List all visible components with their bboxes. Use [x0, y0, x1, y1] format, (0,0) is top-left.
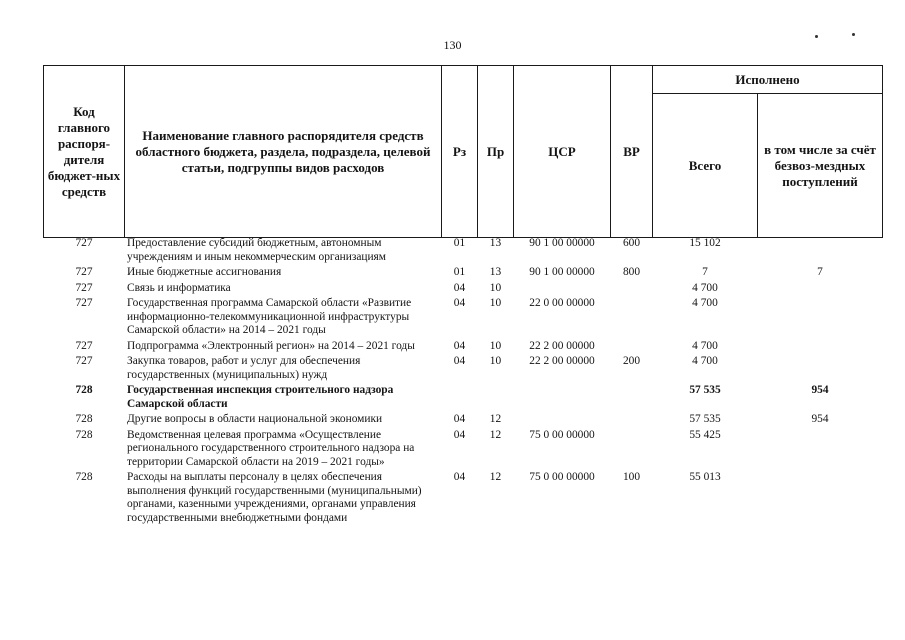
table-row: [43, 428, 882, 471]
row-total: 4 700: [692, 339, 718, 352]
header-vr: ВР: [611, 66, 653, 238]
row-gratuitous: [757, 354, 882, 383]
row-name: Ведомственная целевая программа «Осуществление регионального государственного строительного надзора на территории Самарской области на 2019 – 2021 годы»: [127, 428, 415, 468]
row-total: 57 535: [689, 413, 721, 425]
scan-speck: [815, 35, 818, 38]
row-rz: [441, 383, 477, 412]
table-row: [43, 236, 882, 265]
table-row: [43, 383, 882, 412]
table-row: [43, 296, 882, 339]
row-vr: [610, 296, 652, 339]
row-vr: 100: [622, 471, 641, 483]
row-gratuitous: 954: [811, 384, 829, 396]
row-total: 15 102: [689, 237, 721, 249]
row-total: 4 700: [692, 355, 718, 367]
row-pr: 13: [489, 266, 502, 278]
row-csr: [513, 412, 610, 428]
row-csr: 90 1 00 00000: [529, 237, 595, 249]
table-row: [43, 470, 882, 526]
row-rz: 04: [453, 339, 466, 352]
row-gratuitous: [757, 296, 882, 339]
row-rz: 01: [453, 237, 466, 249]
row-total: 55 425: [689, 428, 721, 441]
row-total: 55 013: [689, 471, 721, 483]
row-vr: [610, 339, 652, 355]
header-executed: Исполнено: [653, 66, 883, 94]
row-pr: 12: [489, 471, 502, 483]
row-name: Расходы на выплаты персоналу в целях обеспечения выполнения функций государственными (муниципальными) органами, казенными учреждениями, органами управления государственными внебюджетными фондами: [127, 471, 422, 524]
row-csr: [513, 383, 610, 412]
row-gratuitous: [757, 339, 882, 355]
row-vr: [610, 383, 652, 412]
row-name: Связь и информатика: [127, 281, 231, 294]
row-name: Подпрограмма «Электронный регион» на 2014 – 2021 годы: [127, 339, 415, 352]
row-total: 7: [702, 266, 708, 278]
table-header: [43, 65, 883, 238]
header-code: Код главного распоря-дителя бюджет-ных средств: [44, 66, 125, 238]
row-rz: 04: [453, 413, 466, 425]
row-total: 57 535: [689, 384, 721, 396]
header-name: Наименование главного распорядителя средств областного бюджета, раздела, подраздела, целевой статьи, подгруппы видов расходов: [125, 66, 442, 238]
row-pr: 10: [489, 281, 502, 294]
table-row: [43, 354, 882, 383]
table-row: [43, 265, 882, 281]
row-csr: 22 2 00 00000: [529, 355, 595, 367]
row-gratuitous: [757, 281, 882, 297]
row-code: 727: [75, 339, 93, 352]
row-code: 727: [75, 297, 93, 309]
expenditure-table: [43, 236, 882, 526]
row-gratuitous: 954: [811, 413, 829, 425]
row-vr: 600: [622, 237, 641, 249]
row-csr: 75 0 00 00000: [529, 428, 595, 441]
row-gratuitous: [757, 428, 882, 471]
row-vr: [610, 428, 652, 471]
row-csr: [513, 281, 610, 297]
table-row: [43, 412, 882, 428]
row-name: Предоставление субсидий бюджетным, автономным учреждениям и иным некоммерческим организациям: [127, 237, 387, 263]
row-pr: 12: [489, 413, 502, 425]
row-pr: [477, 383, 513, 412]
row-name: Иные бюджетные ассигнования: [127, 266, 282, 278]
row-code: 727: [75, 355, 93, 367]
header-pr: Пр: [478, 66, 514, 238]
row-gratuitous: [757, 470, 882, 526]
row-rz: 01: [453, 266, 466, 278]
row-name: Государственная программа Самарской области «Развитие информационно-телекоммуникационной инфраструктуры Самарской области» на 2014 – 2021 годы: [127, 297, 412, 336]
row-pr: 13: [489, 237, 502, 249]
row-total: 4 700: [692, 297, 718, 309]
row-code: 727: [75, 237, 93, 249]
header-total: Всего: [653, 94, 758, 238]
table-row: [43, 339, 882, 355]
row-pr: 10: [489, 355, 502, 367]
row-gratuitous: 7: [817, 266, 823, 278]
row-vr: 800: [622, 266, 641, 278]
row-vr: [610, 412, 652, 428]
row-rz: 04: [453, 281, 466, 294]
page-number: 130: [443, 38, 462, 52]
header-rz: Рз: [442, 66, 478, 238]
row-total: 4 700: [692, 281, 718, 294]
table-row: [43, 281, 882, 297]
row-name: Государственная инспекция строительного надзора Самарской области: [127, 384, 394, 410]
row-csr: 75 0 00 00000: [529, 471, 595, 483]
row-code: 728: [75, 428, 93, 441]
row-code: 728: [75, 384, 93, 396]
row-rz: 04: [453, 428, 466, 441]
row-vr: [610, 281, 652, 297]
header-gratuitous: в том числе за счёт безвоз-мездных поступлений: [758, 94, 883, 238]
row-rz: 04: [453, 471, 466, 483]
row-pr: 10: [489, 339, 502, 352]
row-vr: 200: [622, 355, 641, 367]
row-code: 727: [75, 281, 93, 294]
scan-speck: [852, 33, 855, 36]
row-code: 728: [75, 471, 93, 483]
row-csr: 22 0 00 00000: [529, 297, 595, 309]
row-code: 727: [75, 266, 93, 278]
row-gratuitous: [757, 236, 882, 265]
row-name: Другие вопросы в области национальной экономики: [127, 413, 383, 425]
row-name: Закупка товаров, работ и услуг для обеспечения государственных (муниципальных) нужд: [127, 355, 361, 381]
row-rz: 04: [453, 297, 466, 309]
row-pr: 10: [489, 297, 502, 309]
row-pr: 12: [489, 428, 502, 441]
row-code: 728: [75, 413, 93, 425]
row-csr: 90 1 00 00000: [529, 266, 595, 278]
row-rz: 04: [453, 355, 466, 367]
row-csr: 22 2 00 00000: [529, 339, 595, 352]
header-csr: ЦСР: [514, 66, 611, 238]
